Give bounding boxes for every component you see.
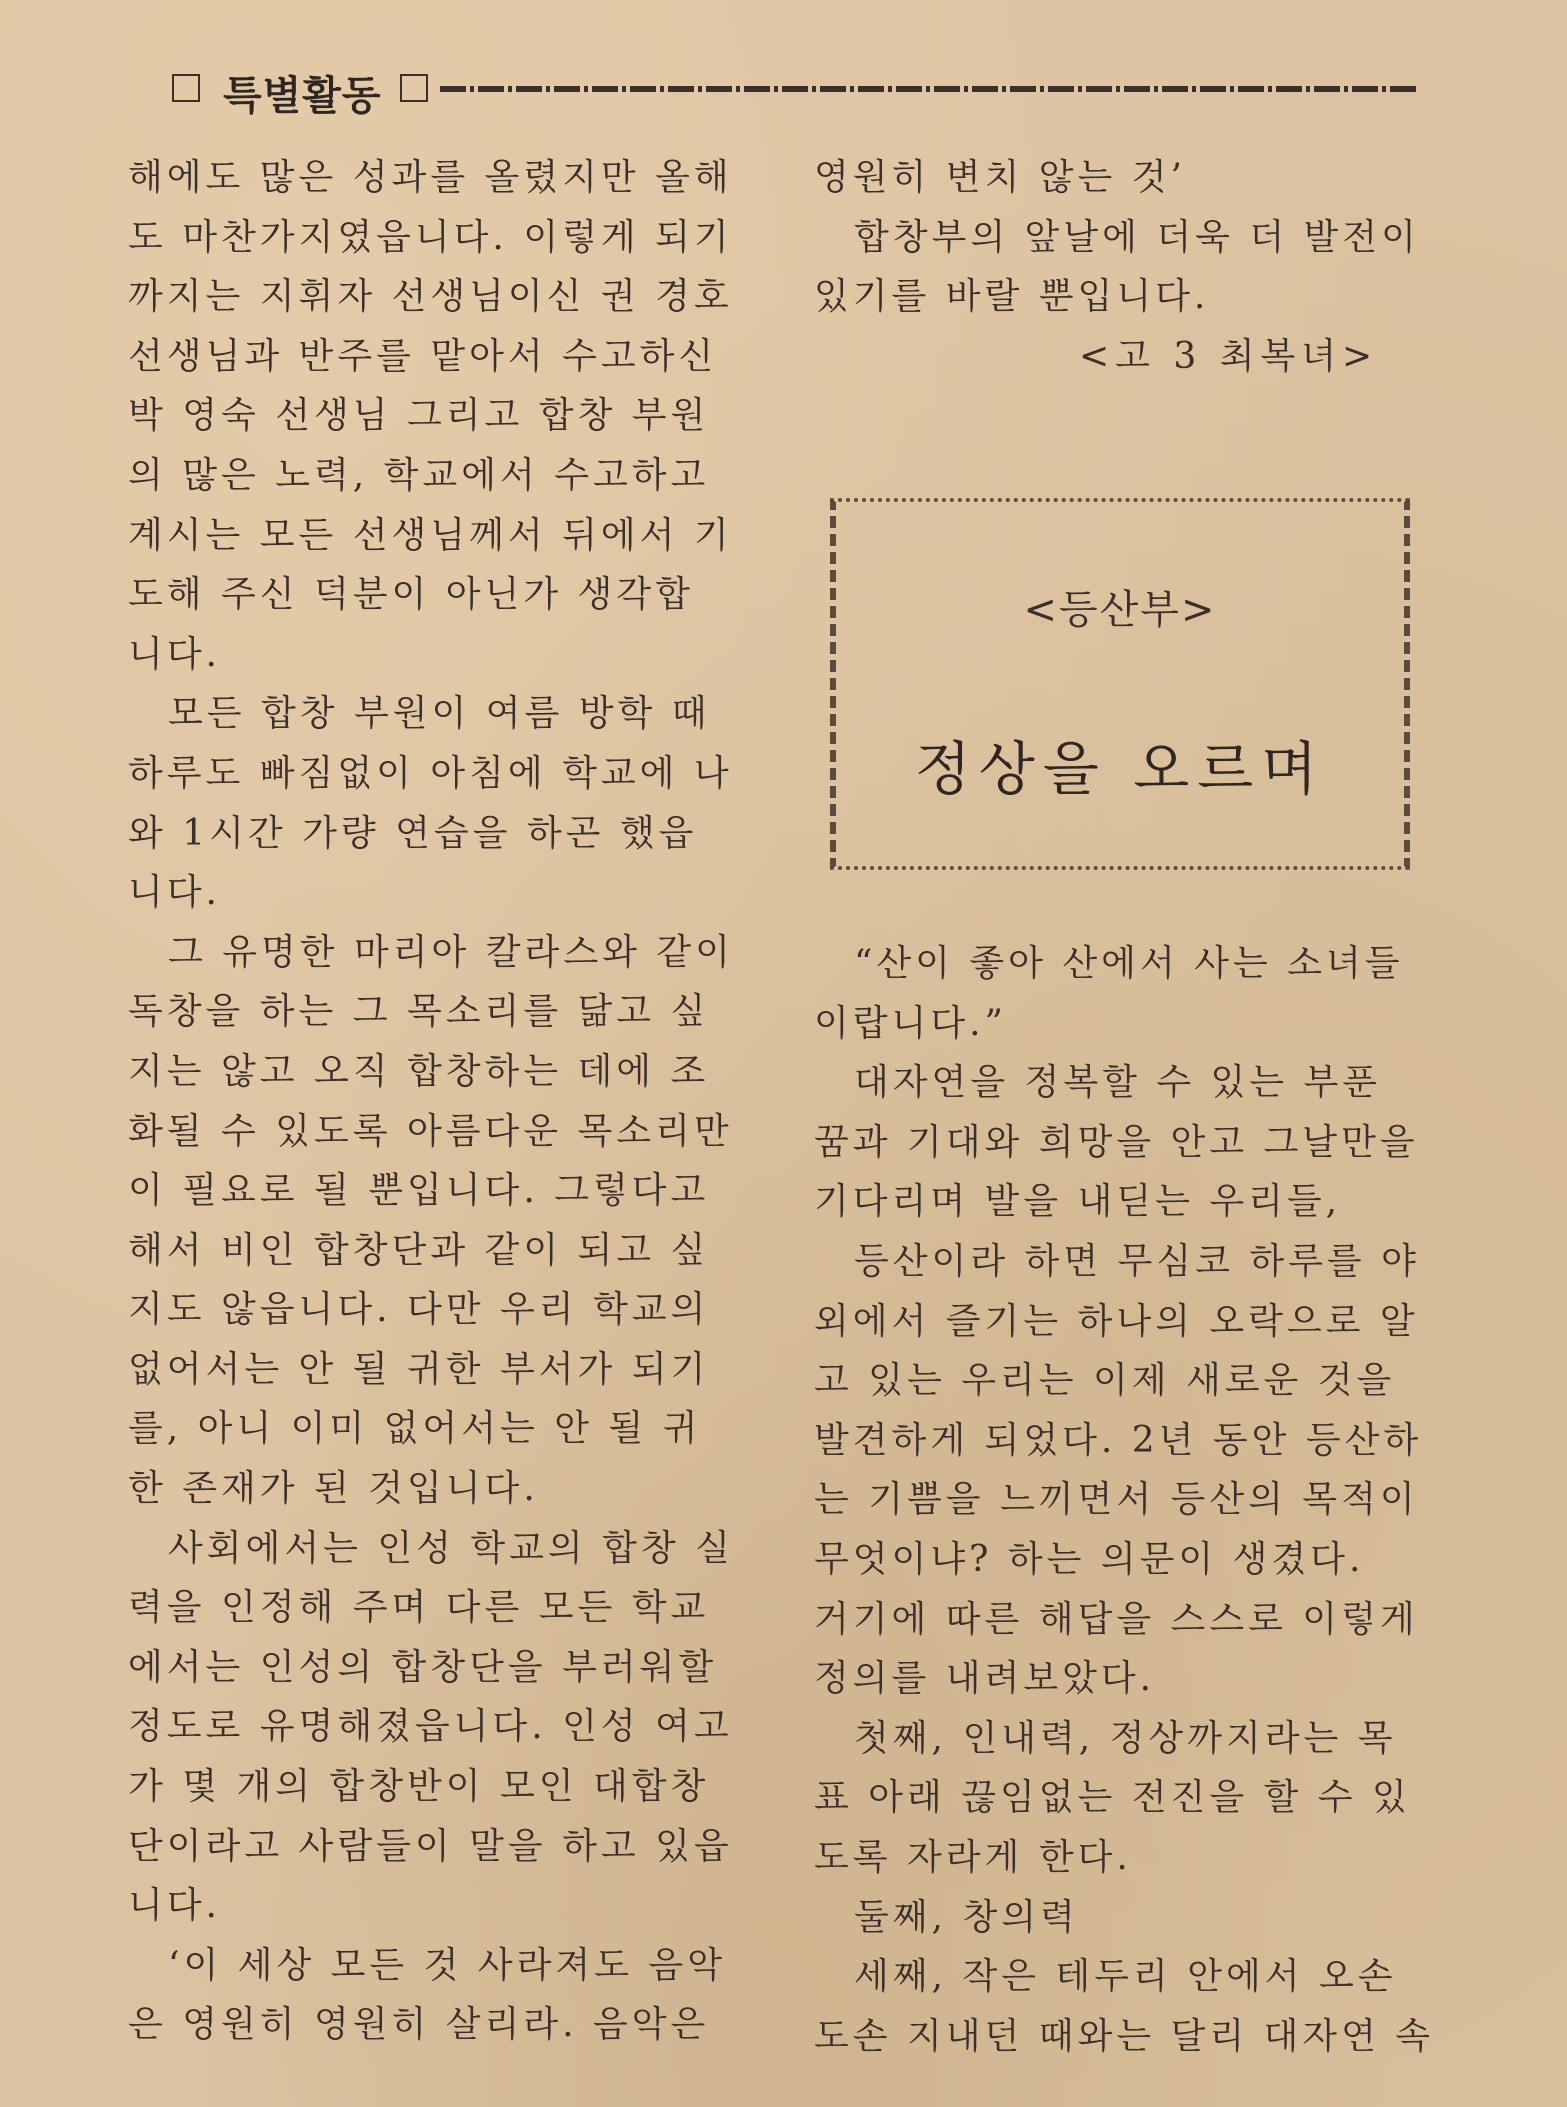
author-signature: <고 3 최복녀> — [1079, 335, 1379, 377]
square-bullet-icon — [172, 74, 200, 102]
text-line: 기다리며 발을 내딛는 우리들, — [814, 1181, 1342, 1223]
text-line: ‘이 세상 모든 것 사라져도 음악 — [168, 1944, 726, 1986]
text-line: 첫째, 인내력, 정상까지라는 목 — [854, 1717, 1397, 1759]
text-line: 가 몇 개의 합창반이 모인 대합창 — [128, 1766, 710, 1808]
text-line: 등산이라 하면 무심코 하루를 야 — [854, 1240, 1420, 1282]
text-line: 발견하게 되었다. 2년 동안 등산하 — [814, 1419, 1423, 1461]
text-line: 하루도 빠짐없이 아침에 학교에 나 — [128, 752, 733, 794]
right-column-bottom — [814, 934, 1434, 2066]
text-line: 도 마찬가지였읍니다. 이렇게 되기 — [128, 216, 733, 258]
text-line: 없어서는 안 될 귀한 부서가 되기 — [128, 1348, 710, 1390]
text-line: 은 영원히 영원히 살리라. 음악은 — [128, 2004, 710, 2046]
club-name: <등산부> — [1023, 587, 1217, 633]
text-line: 니다. — [128, 1885, 221, 1927]
text-line: 니다. — [128, 872, 221, 914]
text-line: 계시는 모든 선생님께서 뒤에서 기 — [128, 514, 733, 556]
text-line: 한 존재가 된 것입니다. — [128, 1468, 539, 1510]
text-line: 와 1시간 가량 연습을 하곤 했읍 — [128, 812, 698, 854]
header-rule — [440, 86, 1418, 92]
text-line: 고 있는 우리는 이제 새로운 것을 — [814, 1360, 1396, 1402]
text-line: 무엇이냐? 하는 의문이 생겼다. — [814, 1538, 1365, 1580]
text-line: “산이 좋아 산에서 사는 소녀들 — [854, 943, 1404, 984]
text-line: 니다. — [128, 633, 221, 675]
text-line: 꿈과 기대와 희망을 안고 그날만을 — [814, 1121, 1419, 1163]
text-line: 도손 지내던 때와는 달리 대자연 속 — [814, 2015, 1435, 2057]
text-line: 그 유명한 마리아 칼라스와 같이 — [168, 931, 734, 973]
text-line: 력을 인정해 주며 다른 모든 학교 — [128, 1587, 710, 1629]
text-line: 의 많은 노력, 학교에서 수고하고 — [128, 454, 710, 496]
text-line: 까지는 지휘자 선생님이신 권 경호 — [128, 276, 733, 318]
text-line: 거기에 따른 해답을 스스로 이렇게 — [814, 1598, 1419, 1640]
text-line: 있기를 바랄 뿐입니다. — [814, 276, 1210, 318]
text-line: 지도 않읍니다. 다만 우리 학교의 — [128, 1289, 710, 1331]
left-column — [128, 148, 748, 2055]
right-column-top — [814, 148, 1434, 386]
text-line: 도해 주신 덕분이 아닌가 생각합 — [128, 574, 694, 616]
text-line: 세째, 작은 테두리 안에서 오손 — [854, 1956, 1397, 1998]
text-line: 합창부의 앞날에 더욱 더 발전이 — [854, 216, 1420, 258]
text-line: 선생님과 반주를 맡아서 수고하신 — [128, 335, 718, 377]
text-line: 모든 합창 부원이 여름 방학 때 — [168, 693, 711, 735]
text-line: 외에서 즐기는 하나의 오락으로 알 — [814, 1300, 1419, 1342]
text-line: 정의를 내려보았다. — [814, 1658, 1156, 1700]
text-line: 를, 아니 이미 없어서는 안 될 귀 — [128, 1408, 702, 1450]
text-line: 표 아래 끊임없는 전진을 할 수 있 — [814, 1777, 1411, 1819]
text-line: 해서 비인 합창단과 같이 되고 싶 — [128, 1229, 710, 1271]
text-line: 영원히 변치 않는 것’ — [814, 157, 1186, 198]
section-title: 특별활동 — [223, 73, 382, 119]
text-line: 사회에서는 인성 학교의 합창 실 — [168, 1527, 734, 1569]
text-line: 박 영숙 선생님 그리고 합창 부원 — [128, 395, 710, 437]
text-line: 정도로 유명해졌읍니다. 인성 여고 — [128, 1706, 733, 1748]
article-title: 정상을 오르며 — [914, 735, 1326, 803]
text-line: 도록 자라게 한다. — [814, 1836, 1132, 1878]
text-line: 단이라고 사람들이 말을 하고 있읍 — [128, 1825, 733, 1867]
text-line: 대자연을 정복할 수 있는 부푼 — [854, 1062, 1382, 1104]
square-bullet-icon — [400, 74, 428, 102]
text-line: 지는 않고 오직 합창하는 데에 조 — [128, 1050, 710, 1092]
text-line: 독창을 하는 그 목소리를 닮고 싶 — [128, 991, 710, 1033]
text-line: 해에도 많은 성과를 올렸지만 올해 — [128, 157, 733, 198]
text-line: 화될 수 있도록 아름다운 목소리만 — [128, 1110, 733, 1152]
section-header — [168, 62, 1418, 119]
text-line: 이 필요로 될 뿐입니다. 그렇다고 — [128, 1170, 710, 1212]
article-title-box — [830, 498, 1410, 870]
text-line: 둘째, 창의력 — [854, 1896, 1079, 1938]
text-line: 는 기쁨을 느끼면서 등산의 목적이 — [814, 1479, 1419, 1521]
text-line: 이랍니다.” — [814, 1002, 1007, 1044]
text-line: 에서는 인성의 합창단을 부러워할 — [128, 1646, 718, 1688]
